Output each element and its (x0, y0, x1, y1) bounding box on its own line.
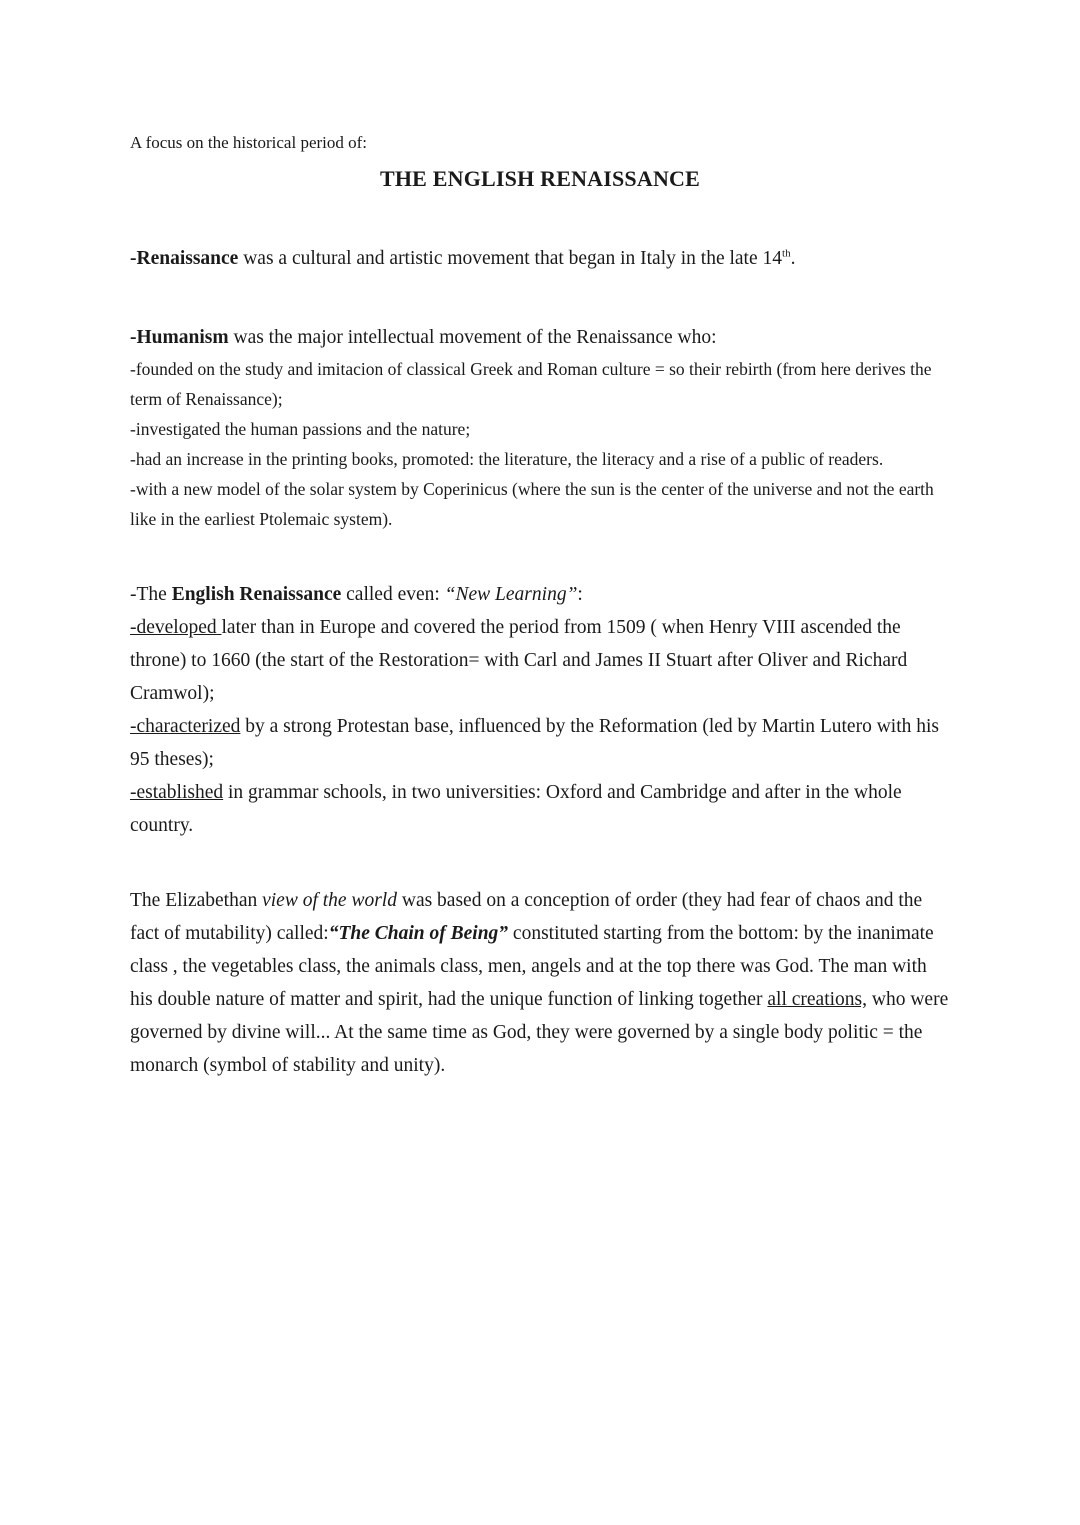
established-point (130, 776, 950, 842)
renaissance-end: . (790, 248, 796, 269)
renaissance-text: was a cultural and artistic movement that began in Italy in the late 14 (238, 248, 783, 269)
english-intro-mid: called even: (341, 584, 445, 605)
humanism-heading (130, 321, 950, 354)
elizabethan-post: constituted starting from the bottom: by the inanimate class , the vegetables class, the animals class, men, angels and at the top there was God. The man with his double nature of matter and spirit, had the unique function of linking together (130, 923, 934, 1010)
humanism-point: -with a new model of the solar system by Coperinicus (where the sun is the center of the universe and not the earth like in the earliest Ptolemaic system). (130, 479, 934, 529)
elizabethan-mid: was based on a conception of order (they had fear of chaos and the fact of mutability) called: (130, 890, 923, 944)
developed-text: later than in Europe and covered the period from 1509 ( when Henry VIII ascended the throne) to 1660 (the start of the Restoration= with Carl and James II Stuart after Oliver and Richard Cramwol); (130, 617, 908, 704)
english-term: English Renaissance (171, 584, 342, 605)
elizabethan-pre: The Elizabethan (130, 890, 263, 911)
elizabethan-paragraph (130, 884, 950, 1082)
renaissance-sup: th (782, 247, 791, 260)
humanism-point: -founded on the study and imitacion of classical Greek and Roman culture = so their rebirth (from here derives the term of Renaissance); (130, 359, 932, 409)
humanism-term: Humanism (136, 327, 229, 348)
renaissance-paragraph (130, 242, 950, 275)
chain-of-being: “The Chain of Being” (328, 923, 509, 944)
characterized-point (130, 710, 950, 776)
developed-word: -developed (130, 617, 222, 638)
english-renaissance-section (130, 578, 950, 842)
humanism-dash: - (130, 327, 137, 348)
english-intro-end: : (577, 584, 583, 605)
established-text: in grammar schools, in two universities: Oxford and Cambridge and after in the whole country. (130, 782, 902, 836)
new-learning-quote: “New Learning” (444, 584, 578, 605)
all-creations: all creations, (767, 989, 868, 1010)
developed-point (130, 611, 950, 710)
humanism-text: was the major intellectual movement of the Renaissance who: (228, 327, 717, 348)
humanism-point: -had an increase in the printing books, promoted: the literature, the literacy and a rise of a public of readers. (130, 449, 884, 469)
view-of-the-world: view of the world (262, 890, 397, 911)
intro-line: A focus on the historical period of: (130, 133, 368, 152)
renaissance-dash: - (130, 248, 137, 269)
english-intro (130, 578, 950, 611)
english-intro-pre: -The (130, 584, 172, 605)
humanism-section (130, 321, 950, 534)
humanism-point: -investigated the human passions and the nature; (130, 419, 471, 439)
elizabethan-end: who were governed by divine will... At the same time as God, they were governed by a single body politic = the monarch (symbol of stability and unity). (130, 989, 949, 1076)
characterized-text: by a strong Protestan base, influenced by the Reformation (led by Martin Lutero with his 95 theses); (130, 716, 939, 770)
renaissance-term: Renaissance (136, 248, 239, 269)
characterized-word: -characterized (130, 716, 241, 737)
established-word: -established (130, 782, 224, 803)
page-title: THE ENGLISH RENAISSANCE (379, 166, 701, 191)
